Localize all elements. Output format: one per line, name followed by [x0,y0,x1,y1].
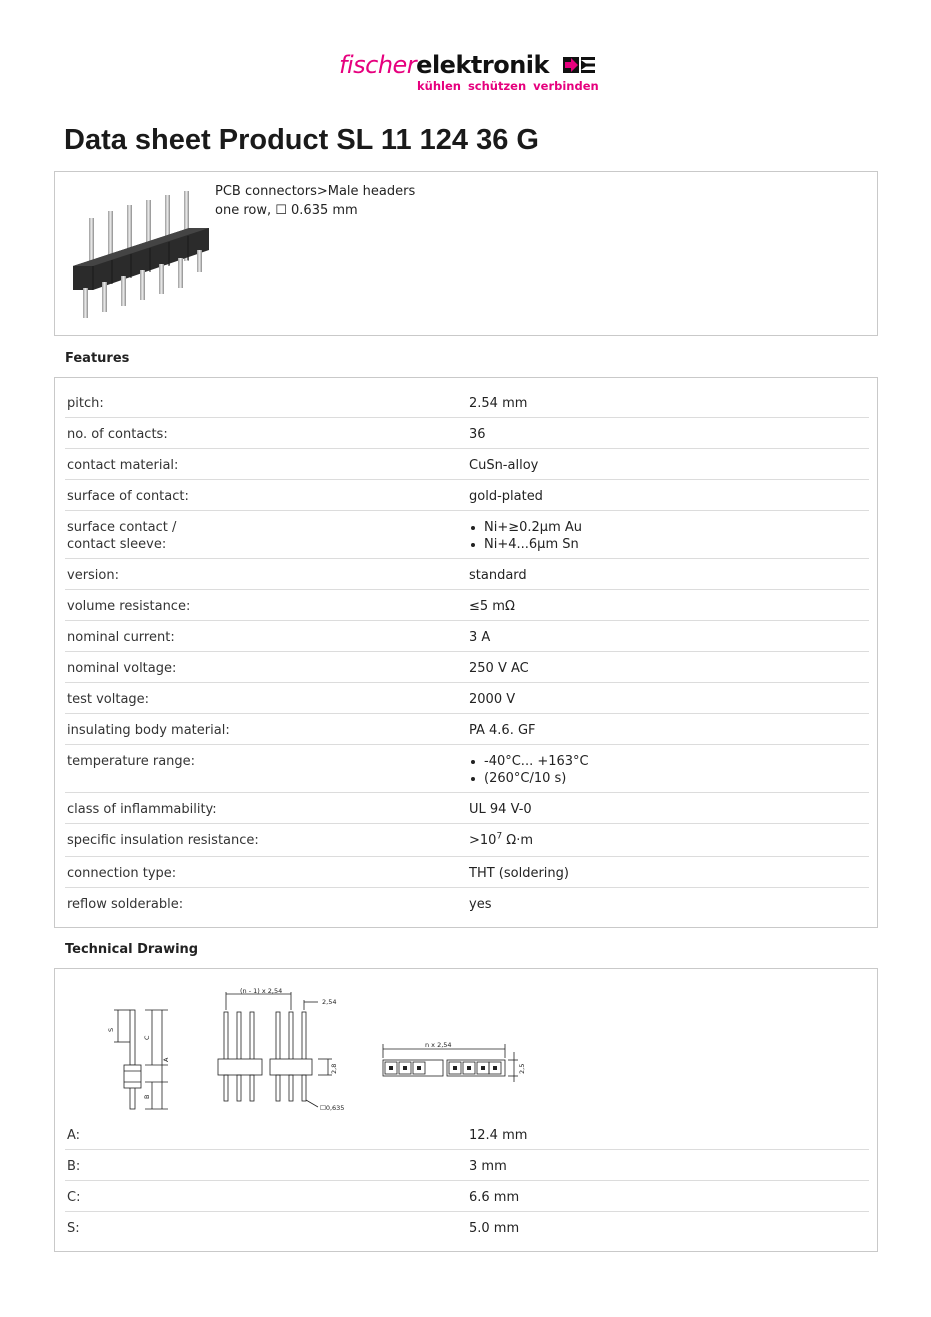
row-value: 5.0 mm [469,1221,520,1236]
row-label: S: [67,1221,80,1236]
dim-label-s: S [107,1027,115,1032]
table-row [65,888,869,919]
row-value: UL 94 V-0 [469,802,532,817]
row-value: PA 4.6. GF [469,723,536,738]
row-value: ≤5 mΩ [469,599,515,614]
row-label: temperature range: [67,754,196,769]
row-value: gold-plated [469,489,543,504]
row-value: 2000 V [469,692,516,707]
table-row [65,418,869,449]
row-label: version: [67,568,119,583]
dim-label-height: 2,8 [330,1063,338,1074]
brand-tagline: kühlen schützen verbinden [417,79,599,93]
row-label: specific insulation resistance: [67,833,259,848]
row-label: surface of contact: [67,489,189,504]
row-value: 6.6 mm [469,1190,520,1205]
value-unit: Ω·m [502,833,534,848]
table-row [65,824,869,857]
technical-drawing-image [100,982,540,1118]
row-value [467,511,869,558]
row-value [467,824,869,856]
list-item: -40°C... +163°C [469,753,869,770]
row-value: 36 [469,427,486,442]
row-label: nominal current: [67,630,175,645]
row-label: nominal voltage: [67,661,177,676]
list-item: Ni+≥0.2µm Au [469,519,869,536]
product-description: one row, ☐ 0.635 mm [215,203,358,218]
row-label: C: [67,1190,81,1205]
table-row [65,590,869,621]
row-value: 250 V AC [469,661,529,676]
table-row [65,652,869,683]
row-label: no. of contacts: [67,427,168,442]
value-base: >10 [469,833,497,848]
row-value: THT (soldering) [469,866,569,881]
row-value [467,745,869,792]
row-label: B: [67,1159,81,1174]
product-category [215,182,415,220]
row-label-line: contact sleeve: [67,537,167,552]
brand-logo [339,52,599,94]
table-row [65,683,869,714]
category-path: PCB connectors>Male headers [215,184,416,199]
row-label: connection type: [67,866,177,881]
list-item: Ni+4...6µm Sn [469,536,869,553]
table-row [65,1119,869,1150]
product-summary [54,171,878,336]
brand-arrow-icon [563,55,595,75]
value-exponent: 7 [496,831,503,842]
table-row [65,559,869,590]
row-value: yes [469,897,492,912]
technical-drawing-heading: Technical Drawing [65,942,199,957]
dim-label-b: B [143,1094,151,1099]
dim-label-pin: ☐0,635 [320,1104,345,1112]
table-row [65,1212,869,1243]
row-label: reflow solderable: [67,897,184,912]
row-label: A: [67,1128,81,1143]
row-label: class of inflammability: [67,802,217,817]
table-row [65,480,869,511]
drawing-side-view [114,1010,168,1109]
row-value: CuSn-alloy [469,458,539,473]
drawing-front-view [218,992,332,1107]
dim-label-c: C [143,1035,151,1040]
row-label: pitch: [67,396,104,411]
table-row [65,857,869,888]
row-value: 3 A [469,630,491,645]
row-label: volume resistance: [67,599,191,614]
dim-label-width: 2,5 [518,1063,526,1074]
dim-label-a: A [162,1057,170,1062]
table-row [65,793,869,824]
product-image [69,188,211,320]
drawing-top-view [383,1044,518,1082]
row-value: standard [469,568,527,583]
row-label: test voltage: [67,692,150,707]
row-label: contact material: [67,458,179,473]
table-row [65,1150,869,1181]
table-row [65,449,869,480]
dim-label-pitch-formula: (n - 1) x 2,54 [240,987,283,995]
row-label: insulating body material: [67,723,230,738]
table-row [65,745,869,793]
row-value: 3 mm [469,1159,507,1174]
table-row [65,511,869,559]
brand-name-fischer: fischer [339,51,417,79]
brand-name [339,52,549,78]
table-row [65,1181,869,1212]
table-row [65,621,869,652]
row-value: 2.54 mm [469,396,528,411]
table-row [65,714,869,745]
features-table [54,377,878,928]
row-label-line: surface contact / [67,520,177,535]
page-title: Data sheet Product SL 11 124 36 G [64,124,539,156]
row-label [65,511,467,558]
list-item: (260°C/10 s) [469,770,869,787]
table-row [65,387,869,418]
dim-label-total: n x 2,54 [425,1041,452,1049]
dim-label-pitch: 2,54 [322,998,337,1006]
features-heading: Features [65,351,130,366]
technical-drawing [54,968,878,1252]
row-value: 12.4 mm [469,1128,528,1143]
brand-name-elektronik: elektronik [416,51,549,79]
